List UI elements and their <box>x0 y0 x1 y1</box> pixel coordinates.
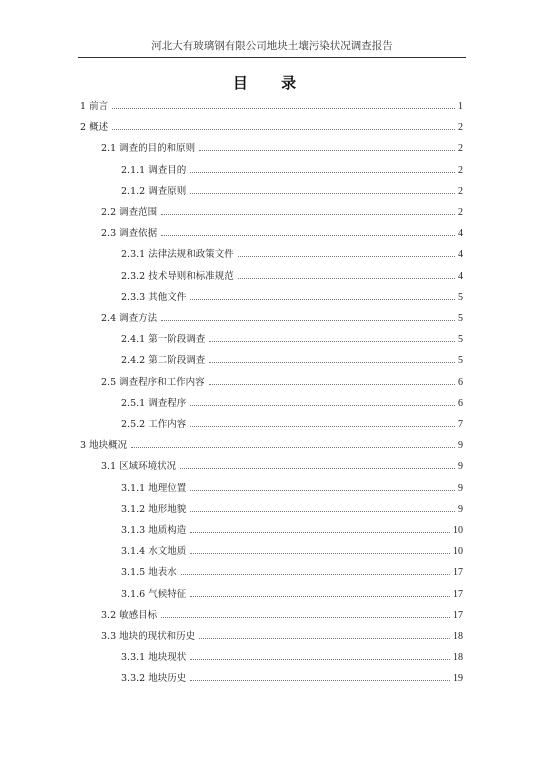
toc-leader-dots <box>190 404 455 406</box>
toc-leader-dots <box>190 552 450 554</box>
toc-entry-label: 3.1.2 地形地貌 <box>121 503 187 515</box>
toc-leader-dots <box>238 255 455 257</box>
toc-entry[interactable] <box>101 607 463 621</box>
toc-entry-label: 3.1.6 气候特征 <box>121 588 187 600</box>
toc-entry-page: 10 <box>453 546 463 558</box>
toc-entry-page: 2 <box>458 164 463 176</box>
toc-leader-dots <box>190 510 455 512</box>
toc-leader-dots <box>190 595 450 597</box>
toc-entry-page: 9 <box>458 482 463 494</box>
toc-leader-dots <box>190 192 455 194</box>
toc-entry-label: 3.1.1 地理位置 <box>121 482 187 494</box>
toc-leader-dots <box>131 446 455 448</box>
toc-leader-dots <box>190 425 455 427</box>
toc-entry[interactable] <box>80 98 463 112</box>
toc-entry[interactable] <box>101 310 463 324</box>
toc-leader-dots <box>190 489 455 491</box>
toc-leader-dots <box>161 234 455 236</box>
toc-entry[interactable] <box>101 225 463 239</box>
toc-entry[interactable] <box>121 670 463 684</box>
toc-entry-page: 17 <box>453 609 463 621</box>
toc-entry[interactable] <box>121 501 463 515</box>
toc-leader-dots <box>112 107 455 109</box>
toc-entry-label: 3.3.2 地块历史 <box>121 673 187 685</box>
toc-leader-dots <box>209 383 455 385</box>
toc-entry[interactable] <box>121 522 463 536</box>
toc-leader-dots <box>161 213 455 215</box>
toc-entry-page: 10 <box>453 525 463 536</box>
toc-entry[interactable] <box>121 246 463 260</box>
toc-entry-page: 19 <box>453 673 463 685</box>
toc-entry[interactable] <box>101 140 463 154</box>
toc-entry-label: 2 概述 <box>80 122 109 134</box>
toc-entry-label: 3 地块概况 <box>80 440 128 452</box>
toc-entry-label: 3.1.3 地质构造 <box>121 525 187 536</box>
toc-entry-page: 5 <box>458 355 463 367</box>
toc-entry[interactable] <box>121 564 463 578</box>
toc-leader-dots <box>209 340 455 342</box>
toc-entry[interactable] <box>121 543 463 557</box>
toc-entry-label: 2.4.2 第二阶段调查 <box>121 355 206 367</box>
toc-entry[interactable] <box>121 416 463 430</box>
toc-entry[interactable] <box>121 352 463 366</box>
toc-entry-label: 2.5.1 调查程序 <box>121 397 187 409</box>
toc-entry-label: 3.1.5 地表水 <box>121 567 177 579</box>
toc-entry-label: 2.5 调查程序和工作内容 <box>101 376 205 388</box>
toc-entry-page: 2 <box>458 143 463 155</box>
toc-leader-dots <box>190 298 455 300</box>
toc-entry-label: 2.3.1 法律法规和政策文件 <box>121 249 234 261</box>
toc-leader-dots <box>209 361 455 363</box>
toc-entry-page: 9 <box>458 440 463 452</box>
toc-entry-page: 4 <box>458 228 463 240</box>
toc-entry[interactable] <box>121 183 463 197</box>
toc-entry-page: 7 <box>458 419 463 430</box>
toc-leader-dots <box>190 531 450 533</box>
toc-leader-dots <box>180 467 455 469</box>
toc-entry-page: 4 <box>458 249 463 261</box>
toc-title: 目 录 <box>232 74 311 92</box>
toc-entry[interactable] <box>101 628 463 642</box>
toc-entry-page: 5 <box>458 334 463 346</box>
toc-leader-dots <box>238 277 455 279</box>
toc-entry-page: 4 <box>458 270 463 282</box>
toc-entry[interactable] <box>121 331 463 345</box>
toc-entry-page: 5 <box>458 313 463 324</box>
toc-entry-label: 2.3.3 其他文件 <box>121 291 187 303</box>
toc-leader-dots <box>161 319 455 321</box>
toc-entry-label: 2.4.1 第一阶段调查 <box>121 334 206 346</box>
toc-entry-page: 9 <box>458 461 463 473</box>
toc-entry[interactable] <box>121 649 463 663</box>
toc-leader-dots <box>181 573 450 575</box>
toc-entry-label: 2.2 调查范围 <box>101 207 158 218</box>
toc-entry-label: 2.4 调查方法 <box>101 313 158 324</box>
page-header: 河北大有玻璃钢有限公司地块土壤污染状况调查报告 <box>78 38 466 58</box>
toc-entry[interactable] <box>121 289 463 303</box>
toc-entry-page: 1 <box>458 101 463 112</box>
toc-entry-label: 2.5.2 工作内容 <box>121 419 187 430</box>
toc-entry[interactable] <box>121 586 463 600</box>
toc-entry-page: 5 <box>458 291 463 303</box>
toc-entry[interactable] <box>101 204 463 218</box>
toc-leader-dots <box>190 171 455 173</box>
toc-entry-label: 3.1.4 水文地质 <box>121 546 187 558</box>
toc-entry[interactable] <box>121 395 463 409</box>
toc-entry[interactable] <box>80 119 463 133</box>
toc-entry[interactable] <box>121 268 463 282</box>
toc-leader-dots <box>112 128 455 130</box>
toc-leader-dots <box>190 679 450 681</box>
toc-entry-page: 17 <box>453 588 463 600</box>
toc-entry[interactable] <box>101 374 463 388</box>
toc-entry-label: 3.3.1 地块现状 <box>121 652 187 664</box>
toc-entry-label: 2.1.1 调查目的 <box>121 164 187 176</box>
toc-entry[interactable] <box>101 458 463 472</box>
toc-entry-label: 3.3 地块的现状和历史 <box>101 631 196 642</box>
toc-entry-label: 2.3 调查依据 <box>101 228 158 240</box>
toc-entry-page: 6 <box>458 376 463 388</box>
toc-entry-page: 2 <box>458 207 463 218</box>
toc-entry-page: 2 <box>458 122 463 134</box>
toc-entry-label: 2.1 调查的目的和原则 <box>101 143 196 155</box>
toc-leader-dots <box>190 658 450 660</box>
toc-entry-page: 17 <box>453 567 463 579</box>
toc-leader-dots <box>161 616 450 618</box>
toc-leader-dots <box>199 637 450 639</box>
toc-entry-label: 3.1 区域环境状况 <box>101 461 177 473</box>
toc-entry[interactable] <box>80 437 463 451</box>
toc-entry-label: 3.2 敏感目标 <box>101 609 158 621</box>
toc-entry-page: 9 <box>458 503 463 515</box>
toc-entry-label: 2.1.2 调查原则 <box>121 185 187 197</box>
toc-entry[interactable] <box>121 162 463 176</box>
toc-entry-label: 1 前言 <box>80 101 109 112</box>
toc-entry-label: 2.3.2 技术导则和标准规范 <box>121 270 234 282</box>
toc-entry[interactable] <box>121 480 463 494</box>
toc-entry-page: 18 <box>453 631 463 642</box>
toc-entry-page: 2 <box>458 185 463 197</box>
toc-entry-page: 6 <box>458 397 463 409</box>
toc-entry-page: 18 <box>453 652 463 664</box>
toc-leader-dots <box>199 149 455 151</box>
